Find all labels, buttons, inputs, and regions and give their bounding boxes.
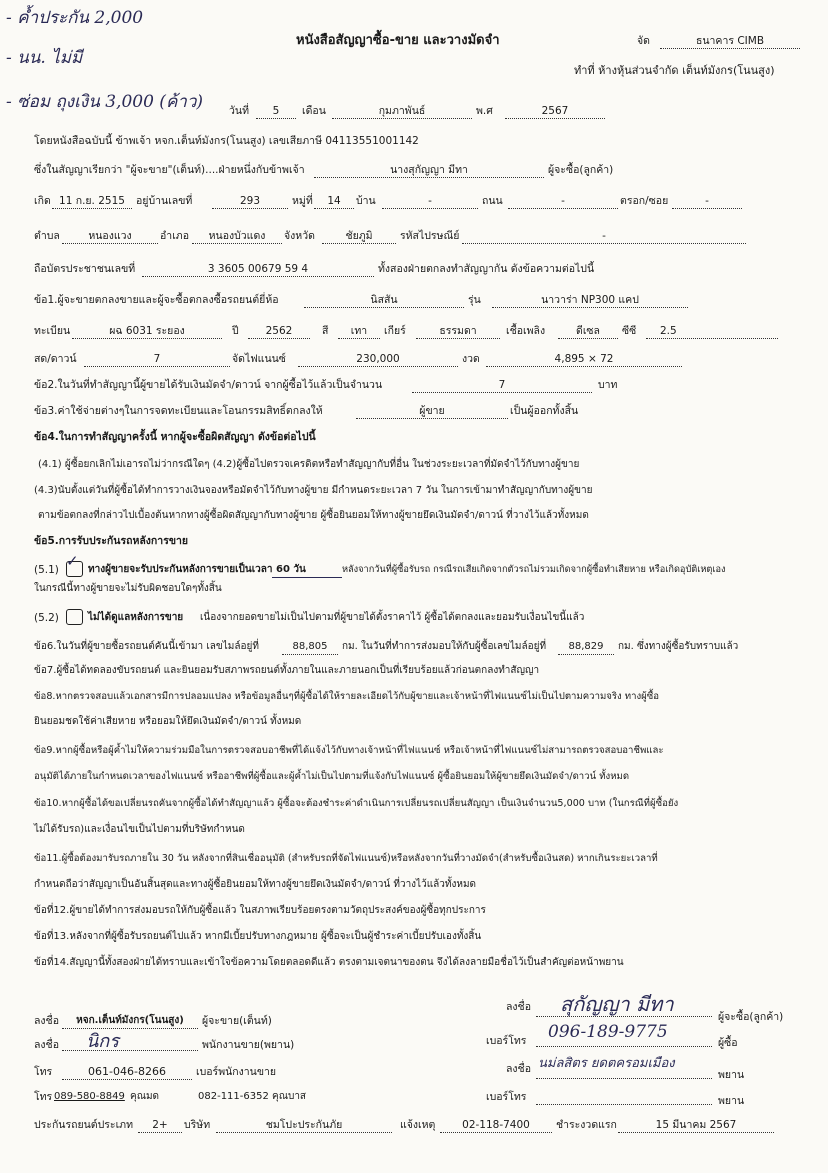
- finance-label: จัดไฟแนนซ์: [232, 353, 286, 365]
- clause8-b: ยินยอมชดใช้ค่าเสียหาย หรือยอมให้ยึดเงินมัดจำ/ดาวน์ ทั้งหมด: [34, 716, 302, 727]
- clause4-1: (4.1) ผู้ซื้อยกเลิกไม่เอารถไม่ว่ากรณีใดๆ (4.2)ผู้ซื้อไปตรวจเครดิตหรือทำสัญญากับที่อื่น ในช่วงระยะเวลาที่มัดจำไว้กับทางผู้ขาย: [38, 459, 580, 470]
- month-label: เดือน: [302, 105, 326, 117]
- car-fuel: ดีเซล: [558, 324, 618, 339]
- date-month: กุมภาพันธ์: [332, 104, 472, 119]
- buyer-phone-label: เบอร์โทร: [486, 1035, 527, 1047]
- intro-line1: โดยหนังสือฉบับนี้ ข้าพเจ้า หจก.เต็นท์มังกร(โนนสูง) เลขเสียภาษี 04113551001142: [34, 135, 419, 147]
- province-label: จังหวัด: [284, 230, 315, 242]
- clause10-a: ข้อ10.หากผู้ซื้อได้ขอเปลี่ยนรถคันจากผู้ซื้อได้ทำสัญญาแล้ว ผู้ซื้อจะต้องชำระค่าดำเนินการเปลี่ยนรถเปลี่ยนสัญญา เป็นเงินจำนวน5,000 บาท (ในกรณีที่ผู้ซื้อยัง: [34, 798, 679, 809]
- buyer-role: ผู้จะซื้อ(ลูกค้า): [718, 1011, 784, 1023]
- bank-label: จัด: [637, 35, 650, 47]
- made-at: ทำที่ ห้างหุ้นส่วนจำกัด เต็นท์มังกร(โนนสูง): [574, 64, 775, 77]
- buyer-signature: สุกัญญา มีทา: [560, 992, 674, 1016]
- clause14: ข้อที่14.สัญญานี้ทั้งสองฝ่ายได้ทราบและเข้าใจข้อความโดยตลอดดีแล้ว ตรงตามเจตนาของตน จึงได้ลงลายมือชื่อไว้เป็นสำคัญต่อหน้าพยาน: [34, 957, 624, 968]
- house-label: อยู่บ้านเลขที่: [136, 195, 193, 207]
- clause11-b: กำหนดถือว่าสัญญาเป็นอันสิ้นสุดและทางผู้ซื้อยินยอมให้ทางผู้ขายยึดเงินมัดจำ/ดาวน์ ที่วางไว้แล้วทั้งหมด: [34, 879, 477, 890]
- car-brand: นิสสัน: [304, 293, 464, 308]
- seller-role: ผู้จะขาย(เต็นท์): [202, 1015, 272, 1027]
- clause7: ข้อ7.ผู้ซื้อได้ทดลองขับรถยนต์ และยินยอมรับสภาพรถยนต์ทั้งภายในและภายนอกเป็นที่เรียบร้อยแล้วก่อนตกลงทำสัญญา: [34, 665, 540, 676]
- check-mark-icon: ✓: [66, 552, 79, 570]
- mileage-out: 88,829: [558, 640, 614, 655]
- moo-value: 14: [314, 194, 354, 209]
- clause2-text: ข้อ2.ในวันที่ทำสัญญานี้ผู้ขายได้รับเงินมัดจำ/ดาวน์ จากผู้ซื้อไว้แล้วเป็นจำนวน: [34, 379, 383, 391]
- car-cc: 2.5: [646, 324, 778, 339]
- tambon-label: ตำบล: [34, 230, 60, 242]
- clause5-1-b: ในกรณีนี้ทางผู้ขายจะไม่รับผิดชอบใดๆทั้งสิ้น: [34, 583, 222, 594]
- moo-label: หมู่ที่: [292, 195, 313, 207]
- mileage-in: 88,805: [282, 640, 338, 655]
- clause3-suffix: เป็นผู้ออกทั้งสิ้น: [510, 405, 579, 417]
- postcode-value: -: [462, 229, 746, 244]
- cc-label: ซีซี: [622, 325, 637, 337]
- id-suffix: ทั้งสองฝ่ายตกลงทำสัญญากัน ดังข้อความต่อไปนี้: [378, 263, 595, 275]
- date-day: 5: [256, 104, 296, 119]
- clause5-2-rest: เนื่องจากยอดขายไม่เป็นไปตามที่ผู้ขายได้ตั้งราคาไว้ ผู้ซื้อได้ตกลงและยอมรับเงื่อนไขนี้แล้ว: [200, 612, 585, 623]
- clause5-heading: ข้อ5.การรับประกันรถหลังการขาย: [34, 535, 189, 547]
- intro-line2-prefix: ซึ่งในสัญญาเรียกว่า "ผู้จะขาย"(เต็นท์)....ฝ่ายหนึ่งกับข้าพเจ้า: [34, 164, 305, 176]
- handwritten-note-3: - ซ่อม ถุงเงิน 3,000 (ค้าว): [6, 92, 204, 112]
- born-value: 11 ก.ย. 2515: [52, 194, 132, 209]
- clause6-b: กม. ในวันที่ทำการส่งมอบให้กับผู้ซื้อเลขไมล์อยู่ที่: [342, 641, 547, 652]
- clause4-3a: (4.3)นับตั้งแต่วันที่ผู้ซื้อได้ทำการวางเงินจองหรือมัดจำไว้กับทางผู้ขาย มีกำหนดระยะเวลา 7 วัน ในการเข้ามาทำสัญญากับทางผู้ขาย: [34, 485, 593, 496]
- clause6-a: ข้อ6.ในวันที่ผู้ขายซื้อรถยนต์คันนี้เข้ามา เลขไมล์อยู่ที่: [34, 641, 259, 652]
- contact-name-b: คุณบาส: [272, 1091, 307, 1102]
- clause5-1-bold: ทางผู้ขายจะรับประกันหลังการขายเป็นเวลา 60 วัน: [88, 564, 306, 575]
- seller-signature: หจก.เต็นท์มังกร(โนนสูง): [62, 1014, 198, 1029]
- buyer-phone-role: ผู้ซื้อ: [718, 1037, 738, 1049]
- clause5-1-rest: หลังจากวันที่ผู้ซื้อรับรถ กรณีรถเสียเกิดจากตัวรถไม่รวมเกิดจากผู้ซื้อทำเสียหาย หรือเกิดอุบัติเหตุเอง: [342, 564, 726, 575]
- clause3-party: ผู้ขาย: [356, 404, 508, 419]
- witness2-role: พยาน: [718, 1095, 745, 1107]
- contact-name-a: คุณมด: [130, 1091, 160, 1102]
- fuel-label: เชื้อเพลิง: [506, 325, 546, 337]
- amphoe-label: อำเภอ: [160, 230, 190, 242]
- clause13: ข้อที่13.หลังจากที่ผู้ซื้อรับรถยนต์ไปแล้ว หากมีเบี้ยปรับทางกฎหมาย ผู้ซื้อจะเป็นผู้ชำระค่าเบี้ยปรับเองทั้งสิ้น: [34, 931, 482, 942]
- soi-label: ตรอก/ซอย: [620, 195, 669, 207]
- clause2-amount: 7: [412, 378, 592, 393]
- staff-phone-role: เบอร์พนักงานขาย: [196, 1066, 277, 1078]
- witness-signature: นม่ลสิตร ยดตครอมเมือง: [538, 1056, 675, 1071]
- clause5-2-bold: ไม่ได้ดูแลหลังการขาย: [88, 612, 184, 623]
- car-model: นาวาร่า NP300 แคป: [492, 293, 688, 308]
- house-no: 293: [212, 194, 288, 209]
- staff-signature: นิกร: [86, 1031, 119, 1052]
- date-year: 2567: [505, 104, 605, 119]
- tambon-value: หนองแวง: [62, 229, 158, 244]
- installment-label: งวด: [462, 353, 480, 365]
- staff-signature-line: [62, 1038, 198, 1051]
- clause8-a: ข้อ8.หากตรวจสอบแล้วเอกสารมีการปลอมแปลง หรือข้อมูลอื่นๆที่ผู้ซื้อได้ให้รายละเอียดไว้กับผู้ขายและเจ้าหน้าที่ไฟแนนซ์ไม่เป็นไปตามความจริง ทางผู้ซื้อ: [34, 691, 660, 702]
- buyer-sign-label: ลงชื่อ: [506, 1001, 531, 1013]
- handwritten-underline: [272, 577, 342, 578]
- village-label: บ้าน: [356, 195, 376, 207]
- handwritten-note-2: - นน. ไม่มี: [6, 48, 83, 68]
- soi-value: -: [672, 194, 742, 209]
- insurance-type: 2+: [138, 1118, 182, 1133]
- buyer-name: นางสุกัญญา มีทา: [314, 163, 544, 178]
- first-payment-label: ชำระงวดแรก: [556, 1119, 617, 1131]
- buyer-phone: 096-189-9775: [548, 1022, 668, 1042]
- clause1-label: ข้อ1.ผู้จะขายตกลงขายและผู้จะซื้อตกลงซื้อรถยนต์ยี่ห้อ: [34, 294, 279, 306]
- claim-label: แจ้งเหตุ: [400, 1119, 436, 1131]
- reg-label: ทะเบียน: [34, 325, 71, 337]
- claim-phone: 02-118-7400: [440, 1118, 552, 1133]
- insurance-company-label: บริษัท: [184, 1119, 211, 1131]
- car-gear: ธรรมดา: [416, 324, 500, 339]
- staff-sign-label: ลงชื่อ: [34, 1039, 59, 1051]
- clause5-2-no: (5.2): [34, 612, 59, 624]
- insurance-label: ประกันรถยนต์ประเภท: [34, 1119, 134, 1131]
- no-warranty-checkbox[interactable]: [66, 609, 83, 625]
- car-registration: ผฉ 6031 ระยอง: [72, 324, 222, 339]
- date-label: วันที่: [229, 105, 249, 117]
- car-color: เทา: [338, 324, 380, 339]
- car-year-label: ปี: [232, 325, 239, 337]
- first-payment-date: 15 มีนาคม 2567: [618, 1118, 774, 1133]
- clause12: ข้อที่12.ผู้ขายได้ทำการส่งมอบรถให้กับผู้ซื้อแล้ว ในสภาพเรียบร้อยตรงตามวัตถุประสงค์ของผู้ซื้อทุกประการ: [34, 905, 486, 916]
- born-label: เกิด: [34, 195, 51, 207]
- amphoe-value: หนองบัวแดง: [192, 229, 282, 244]
- clause2-unit: บาท: [598, 379, 618, 391]
- clause5-1-no: (5.1): [34, 564, 59, 576]
- clause4-3b: ตามข้อตกลงที่กล่าวไปเบื้องต้นหากทางผู้ซื้อผิดสัญญากับทางผู้ขาย ผู้ซื้อยินยอมให้ทางผู้ขายยึดเงินมัดจำ/ดาวน์ ที่วางไว้แล้วทั้งหมด: [38, 510, 589, 521]
- contact-phone-b: 082-111-6352: [198, 1091, 269, 1102]
- contact-phone-label: โทร: [34, 1091, 53, 1103]
- witness-sign-label: ลงชื่อ: [506, 1063, 531, 1075]
- finance-value: 230,000: [298, 352, 458, 367]
- staff-phone-label: โทร: [34, 1066, 53, 1078]
- bank-value: ธนาคาร CIMB: [660, 34, 800, 49]
- gear-label: เกียร์: [384, 325, 406, 337]
- road-label: ถนน: [482, 195, 503, 207]
- document-title: หนังสือสัญญาซื้อ-ขาย และวางมัดจำ: [296, 33, 500, 48]
- down-value: 7: [84, 352, 230, 367]
- road-value: -: [508, 194, 618, 209]
- province-value: ชัยภูมิ: [322, 229, 396, 244]
- intro-line2-suffix: ผู้จะซื้อ(ลูกค้า): [548, 164, 614, 176]
- color-label: สี: [322, 325, 329, 337]
- id-number: 3 3605 00679 59 4: [142, 262, 374, 277]
- staff-phone: 061-046-8266: [62, 1065, 192, 1080]
- car-year: 2562: [248, 324, 310, 339]
- installment-value: 4,895 × 72: [486, 352, 682, 367]
- witness-role: พยาน: [718, 1069, 745, 1081]
- handwritten-note-1: - ค้ำประกัน 2,000: [6, 8, 144, 28]
- model-label: รุ่น: [468, 294, 481, 306]
- clause6-c: กม. ซึ่งทางผู้ซื้อรับทราบแล้ว: [618, 641, 739, 652]
- clause4-heading: ข้อ4.ในการทำสัญญาครั้งนี้ หากผู้จะซื้อผิดสัญญา ดังข้อต่อไปนี้: [34, 431, 316, 443]
- down-label: สด/ดาวน์: [34, 353, 77, 365]
- clause11-a: ข้อ11.ผู้ซื้อต้องมารับรถภายใน 30 วัน หลังจากที่สินเชื่ออนุมัติ (สำหรับรถที่จัดไฟแนนซ์)หรือหลังจากวันที่วางมัดจำ(สำหรับซื้อเงินสด) หากเกินระยะเวลาที่: [34, 853, 658, 864]
- id-label: ถือบัตรประชาชนเลขที่: [34, 263, 136, 275]
- staff-role: พนักงานขาย(พยาน): [202, 1039, 295, 1051]
- clause3-text: ข้อ3.ค่าใช้จ่ายต่างๆในการจดทะเบียนและโอนกรรมสิทธิ์ตกลงให้: [34, 405, 323, 417]
- witness2-line: [536, 1092, 712, 1105]
- postcode-label: รหัสไปรษณีย์: [400, 230, 460, 242]
- insurance-company: ชมโปะประกันภัย: [216, 1118, 392, 1133]
- clause10-b: ไม่ได้รับรถ)และเงื่อนไขเป็นไปตามที่บริษัทกำหนด: [34, 824, 245, 835]
- seller-sign-label: ลงชื่อ: [34, 1015, 59, 1027]
- witness2-phone-label: เบอร์โทร: [486, 1091, 527, 1103]
- contact-phone-a: 089-580-8849: [54, 1091, 125, 1102]
- clause9-a: ข้อ9.หากผู้ซื้อหรือผู้ค้ำไม่ให้ความร่วมมือในการตรวจสอบอาชีพที่ได้แจ้งไว้กับทางเจ้าหน้าที่ไฟแนนซ์ หรือเจ้าหน้าที่ไฟแนนซ์ไม่สามารถตรวจสอบอาชีพและ: [34, 745, 664, 756]
- village-value: -: [382, 194, 478, 209]
- clause9-b: อนุมัติได้ภายในกำหนดเวลาของไฟแนนซ์ หรืออาชีพที่ผู้ซื้อและผู้ค้ำไม่เป็นไปตามที่แจ้งกับไฟแนนซ์ ผู้ซื้อยินยอมให้ผู้ขายยึดเงินมัดจำ/ดาวน์ ทั้งหมด: [34, 771, 630, 782]
- year-label: พ.ศ: [476, 105, 493, 117]
